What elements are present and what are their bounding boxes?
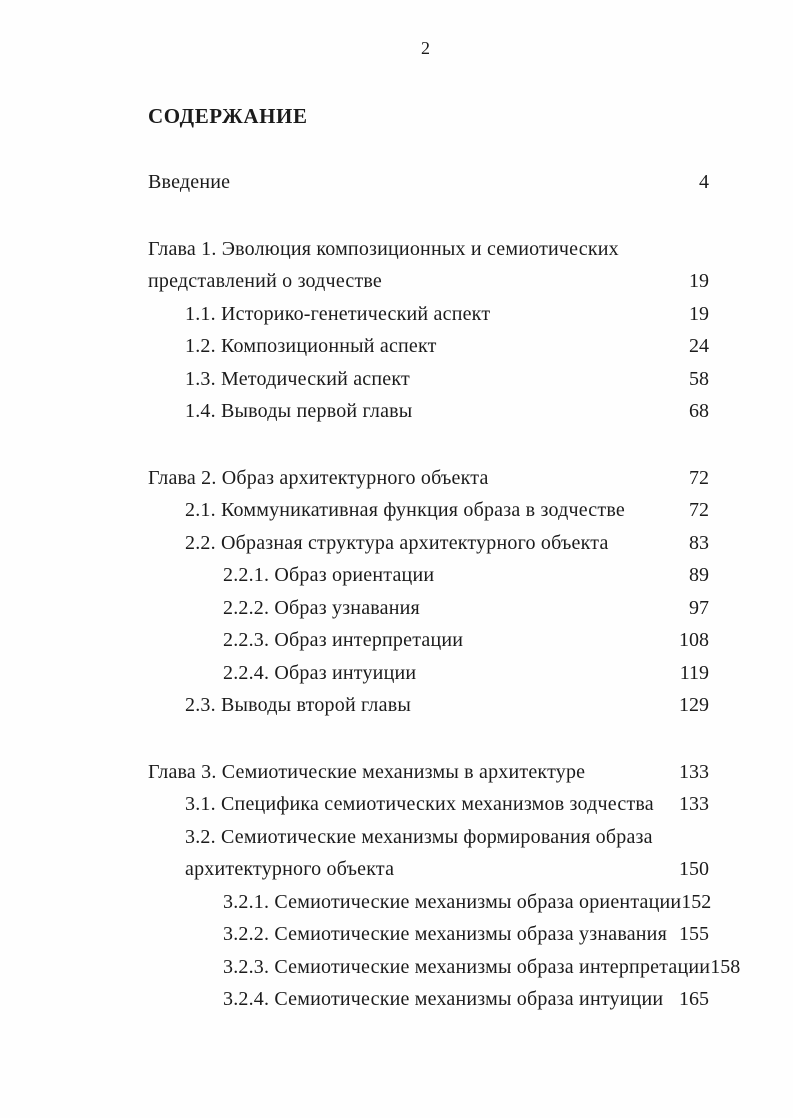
toc-entry <box>148 756 709 789</box>
toc-entry <box>148 559 709 592</box>
toc-entry-title: представлений о зодчестве <box>148 270 383 292</box>
toc-entry-page-number: 4 <box>699 171 709 193</box>
toc-entry-title: 2.2.4. Образ интуиции <box>223 661 417 684</box>
toc-heading: СОДЕРЖАНИЕ <box>148 104 308 128</box>
toc-entry-title: 1.2. Композиционный аспект <box>185 335 437 357</box>
toc-entry <box>148 918 709 951</box>
toc-entry <box>148 233 709 266</box>
toc-entry-title: 2.1. Коммуникативная функция образа в зодчестве <box>185 499 625 521</box>
toc-entry-page-number: 97 <box>689 596 709 619</box>
toc-entry <box>148 298 709 331</box>
toc-entry <box>148 886 712 919</box>
toc-entry <box>148 853 709 886</box>
page-number: 2 <box>421 38 430 58</box>
toc-entry-title: 3.2.1. Семиотические механизмы образа ориентации <box>223 890 682 913</box>
toc-entry-page-number: 19 <box>689 270 709 292</box>
toc-entry-title: 2.2.1. Образ ориентации <box>223 564 435 586</box>
toc-entry <box>148 951 741 984</box>
toc-entry-page-number: 150 <box>679 858 709 880</box>
toc-entry-page-number: 165 <box>679 988 709 1010</box>
toc-entry-page-number: 108 <box>679 629 709 651</box>
toc-entry-page-number: 133 <box>679 760 709 783</box>
toc-entry <box>148 657 709 690</box>
toc-entry <box>148 462 709 495</box>
toc-entry <box>148 527 709 560</box>
toc-entry-title: 3.1. Специфика семиотических механизмов зодчества <box>185 793 654 815</box>
toc-entry <box>148 689 709 722</box>
toc-entry-title: 2.2. Образная структура архитектурного объекта <box>185 531 609 554</box>
toc-entry-title: 3.2. Семиотические механизмы формирования образа <box>185 825 653 848</box>
toc-entry-page-number: 68 <box>689 400 709 422</box>
toc-entry-title: Глава 3. Семиотические механизмы в архитектуре <box>148 760 586 783</box>
toc-entry-title: 1.1. Историко-генетический аспект <box>185 302 491 325</box>
toc-entry-page-number: 133 <box>679 793 709 815</box>
toc-entry-title: 1.3. Методический аспект <box>185 367 410 390</box>
toc-entry-title: 2.2.3. Образ интерпретации <box>223 629 464 651</box>
toc-entry-page-number: 129 <box>679 694 709 716</box>
toc-entry <box>148 983 709 1016</box>
toc-entry <box>148 624 709 657</box>
toc-entry-page-number: 19 <box>689 302 709 325</box>
toc-entry-title: Глава 2. Образ архитектурного объекта <box>148 466 489 489</box>
toc-entry-title: 3.2.3. Семиотические механизмы образа интерпретации <box>223 955 711 978</box>
toc-entry-page-number: 72 <box>689 466 709 489</box>
toc-entry <box>148 265 709 298</box>
toc-list <box>148 166 741 1016</box>
toc-entry-title: 3.2.4. Семиотические механизмы образа интуиции <box>223 988 664 1010</box>
toc-entry <box>148 363 709 396</box>
toc-entry <box>148 166 709 199</box>
toc-entry <box>148 592 709 625</box>
toc-entry-title: Введение <box>148 171 231 193</box>
toc-entry-title: 2.2.2. Образ узнавания <box>223 596 420 619</box>
toc-entry-title: 3.2.2. Семиотические механизмы образа узнавания <box>223 923 667 945</box>
toc-entry-title: 2.3. Выводы второй главы <box>185 694 411 716</box>
toc-entry-page-number: 24 <box>689 335 709 357</box>
toc-entry <box>148 821 709 854</box>
toc-entry <box>148 788 709 821</box>
toc-entry-title: архитектурного объекта <box>185 858 395 880</box>
toc-entry-page-number: 58 <box>689 367 709 390</box>
toc-entry-page-number: 158 <box>710 955 741 978</box>
toc-entry-title: Глава 1. Эволюция композиционных и семиотических <box>148 237 619 260</box>
toc-entry-page-number: 119 <box>679 661 709 684</box>
toc-entry-page-number: 89 <box>689 564 709 586</box>
toc-entry <box>148 330 709 363</box>
toc-entry <box>148 395 709 428</box>
toc-entry-page-number: 83 <box>689 531 709 554</box>
toc-entry-page-number: 72 <box>689 499 709 521</box>
toc-entry <box>148 494 709 527</box>
toc-entry-title: 1.4. Выводы первой главы <box>185 400 413 422</box>
toc-entry-page-number: 152 <box>681 890 712 913</box>
toc-entry-page-number: 155 <box>679 923 709 945</box>
